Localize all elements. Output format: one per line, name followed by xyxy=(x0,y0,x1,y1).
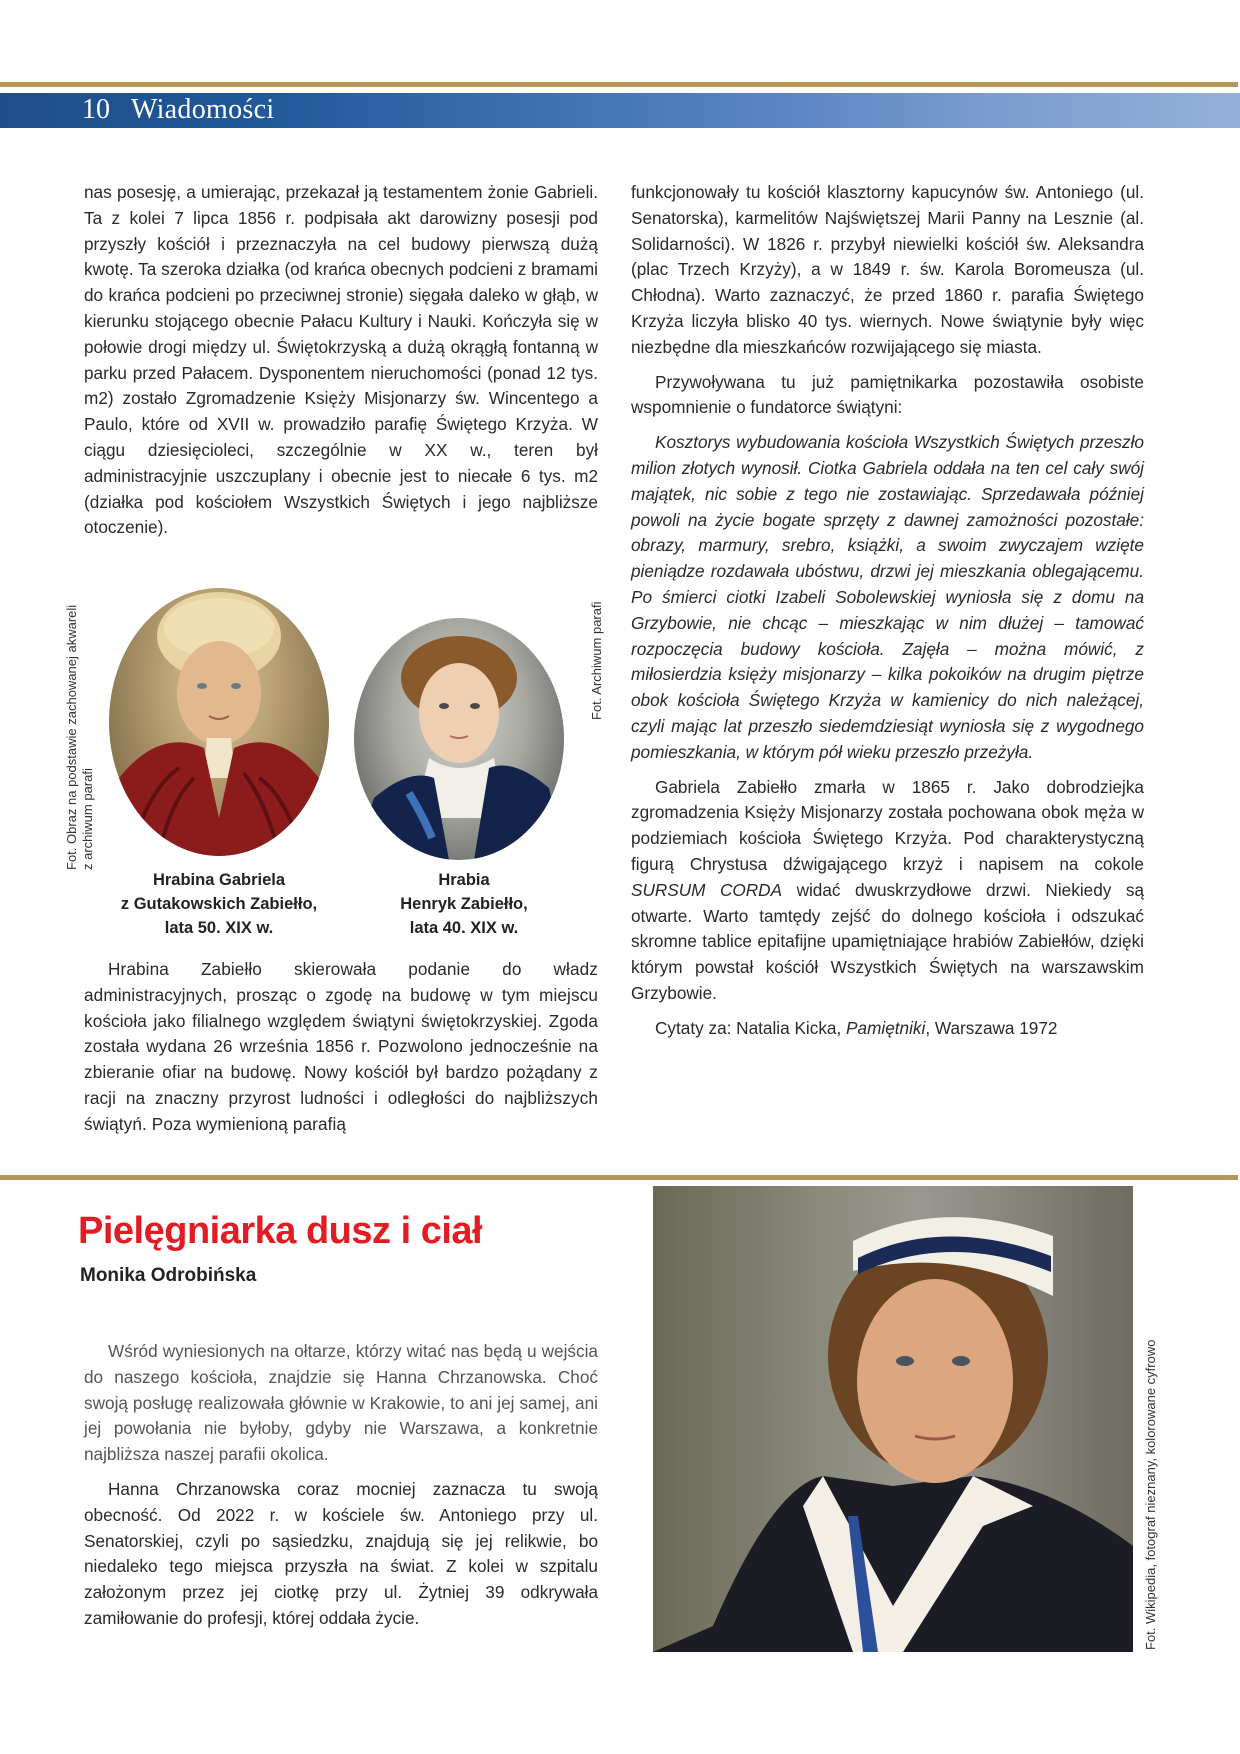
paragraph xyxy=(631,775,1144,1007)
paragraph: Hrabina Zabiełło skierowała podanie do władz administracyjnych, prosząc o zgodę na budowę w tym miejscu kościoła jako filialnego względem świątyni świętokrzyskiej. Zgoda została wydana 26 września 1856 r. Pozwolono jednocześnie na zbieranie ofiar na budowę. Nowy kościół był bardzo pożądany z racji na znaczny przyrost ludności i odległości do najbliższych świątyń. Poza wymienioną parafią xyxy=(84,959,598,1134)
citation xyxy=(631,1016,1144,1042)
caption-henryk xyxy=(374,868,554,940)
portrait-credit-left xyxy=(64,605,96,870)
caption-line: lata 50. XIX w. xyxy=(164,919,274,937)
caption-line: Hrabia xyxy=(438,871,490,889)
article-title: Pielęgniarka dusz i ciał xyxy=(78,1210,483,1252)
book-title: Pamiętniki xyxy=(846,1017,926,1038)
photo-hanna-chrzanowska xyxy=(653,1186,1133,1652)
portrait-credit-right: Fot. Archiwum parafi xyxy=(589,601,604,720)
text-run: widać dwuskrzydłowe drzwi. Niekiedy są otwarte. Warto tamtędy zejść do dolnego kościoła i odszukać skromne tablice epitafijne upamiętniające hrabiów Zabiełłów, dzięki którym powstał kościół Wszystkich Świętych na warszawskim Grzybowie. xyxy=(631,879,1144,1003)
credit-line: Fot. Obraz na podstawie zachowanej akwareli xyxy=(64,604,79,870)
top-gold-rule xyxy=(0,82,1238,87)
caption-line: lata 40. XIX w. xyxy=(409,919,519,937)
paragraph: Wśród wyniesionych na ołtarze, którzy witać nas będą u wejścia do naszego kościoła, znajdzie się Hanna Chrzanowska. Choć swoją posługę realizowała głównie w Krakowie, to ani jej samej, ani jej powołania nie byłoby, gdyby nie Warszawa, a konkretnie najbliższa naszej parafii okolica. xyxy=(84,1341,598,1465)
paragraph: funkcjonowały tu kościół klasztorny kapucynów św. Antoniego (ul. Senatorska), karmelitów Najświętszej Marii Panny na Lesznie (al. Solidarności). W 1826 r. przybył niewielki kościół św. Aleksandra (plac Trzech Krzyży), a w 1849 r. św. Karola Boromeusza (ul. Chłodna). Warto zaznaczyć, że przed 1860 r. parafia Świętego Krzyża liczyła blisko 40 tys. wiernych. Nowe świątynie były więc niezbędne dla mieszkańców rozwijającego się miasta. xyxy=(631,182,1144,357)
caption-line: Hrabina Gabriela xyxy=(152,871,286,889)
article1-right-column xyxy=(631,180,1144,1042)
text-run: Gabriela Zabiełło zmarła w 1865 r. Jako dobrodziejka zgromadzenia Księży Misjonarzy została pochowana obok męża w podziemiach kościoła Świętego Krzyża. Pod charakterystyczną figurą Chrystusa dźwigającego krzyż i napisem na cokole xyxy=(631,776,1144,874)
text-run: Cytaty za: Natalia Kicka, xyxy=(655,1017,847,1038)
paragraph: nas posesję, a umierając, przekazał ją testamentem żonie Gabrieli. Ta z kolei 7 lipca 1856 r. podpisała akt darowizny posesji pod przyszły kościół i przeznaczyła na cel budowy pierwszą dużą kwotę. Ta szeroka działka (od krańca obecnych podcieni z bramami do krańca podcieni po przeciwnej stronie) sięgała daleko w głąb, w kierunku stojącego obecnie Pałacu Kultury i Nauki. Kończyła się w połowie drogi między ul. Świętokrzyską a dużą okrągłą fontanną w parku przed Pałacem. Dysponentem nieruchomości (ponad 12 tys. m2) zostało Zgromadzenie Księży Misjonarzy św. Wincentego a Paulo, które od XVII w. prowadziło parafię Świętego Krzyża. W ciągu dziesięcioleci, szczególnie w XX w., teren był administracyjnie uszczuplany i obecnie jest to niecałe 6 tys. m2 (działka pod kościołem Wszystkich Świętych i jego najbliższe otoczenie). xyxy=(84,182,598,538)
article-author: Monika Odrobińska xyxy=(80,1265,257,1286)
article1-left-column xyxy=(84,180,598,541)
caption-line: Henryk Zabiełło, xyxy=(400,895,528,913)
article1-left-column-lower xyxy=(84,957,598,1138)
portrait-gabriela-zabiello xyxy=(109,588,329,856)
caption-gabriela xyxy=(104,868,334,940)
credit-line: z archiwum parafi xyxy=(80,768,95,870)
caption-line: z Gutakowskich Zabiełło, xyxy=(120,895,318,913)
text-run: , Warszawa 1972 xyxy=(925,1017,1058,1038)
photo-credit: Fot. Wikipedia, fotograf nieznany, kolorowane cyfrowo xyxy=(1143,1339,1158,1650)
inscription-text: SURSUM CORDA xyxy=(631,879,783,900)
section-title: Wiadomości xyxy=(131,94,275,125)
quote-paragraph: Kosztorys wybudowania kościoła Wszystkich Świętych przeszło milion złotych wynosił. Ciotka Gabriela oddała na ten cel cały swój majątek, nic sobie z tego nie zostawiając. Sprzedawała później powoli na życie bogate sprzęty z dawnej zamożności pozostałe: obrazy, marmury, srebro, książki, a swoim zwyczajem wzięte pieniądze rozdawała ubóstwu, drzwi jej mieszkania oblegającemu. Po śmierci ciotki Izabeli Sobolewskiej wyniosła się z domu na Grzybowie, nie chcąc – mieszkając w nim dłużej – tamować rozpoczęcia budowy kościoła. Zajęła – można mówić, z miłosierdzia księży misjonarzy – kilka pokoików na drugim piętrze obok kościoła Świętego Krzyża w kamienicy do nich należącej, czyli mając lat przeszło siedemdziesiąt wyniosła się z wygodnego pomieszkania, w którym pół wieku przeszło przeżyła. xyxy=(631,432,1144,762)
page-number: 10 xyxy=(82,94,110,125)
section-divider xyxy=(0,1175,1238,1180)
paragraph: Przywoływana tu już pamiętnikarka pozostawiła osobiste wspomnienie o fundatorce świątyni: xyxy=(631,371,1144,418)
portrait-henryk-zabiello xyxy=(354,618,564,860)
article2-column xyxy=(84,1339,598,1632)
paragraph: Hanna Chrzanowska coraz mocniej zaznacza tu swoją obecność. Od 2022 r. w kościele św. Antoniego przy ul. Senatorskiej, czyli po sąsiedzku, znajdują się jej relikwie, bo niedaleko tego miejsca przyszła na świat. Z kolei w szpitalu założonym przez jej ciotkę przy ul. Żytniej 39 odkrywała zamiłowanie do profesji, której oddała życie. xyxy=(84,1478,598,1628)
